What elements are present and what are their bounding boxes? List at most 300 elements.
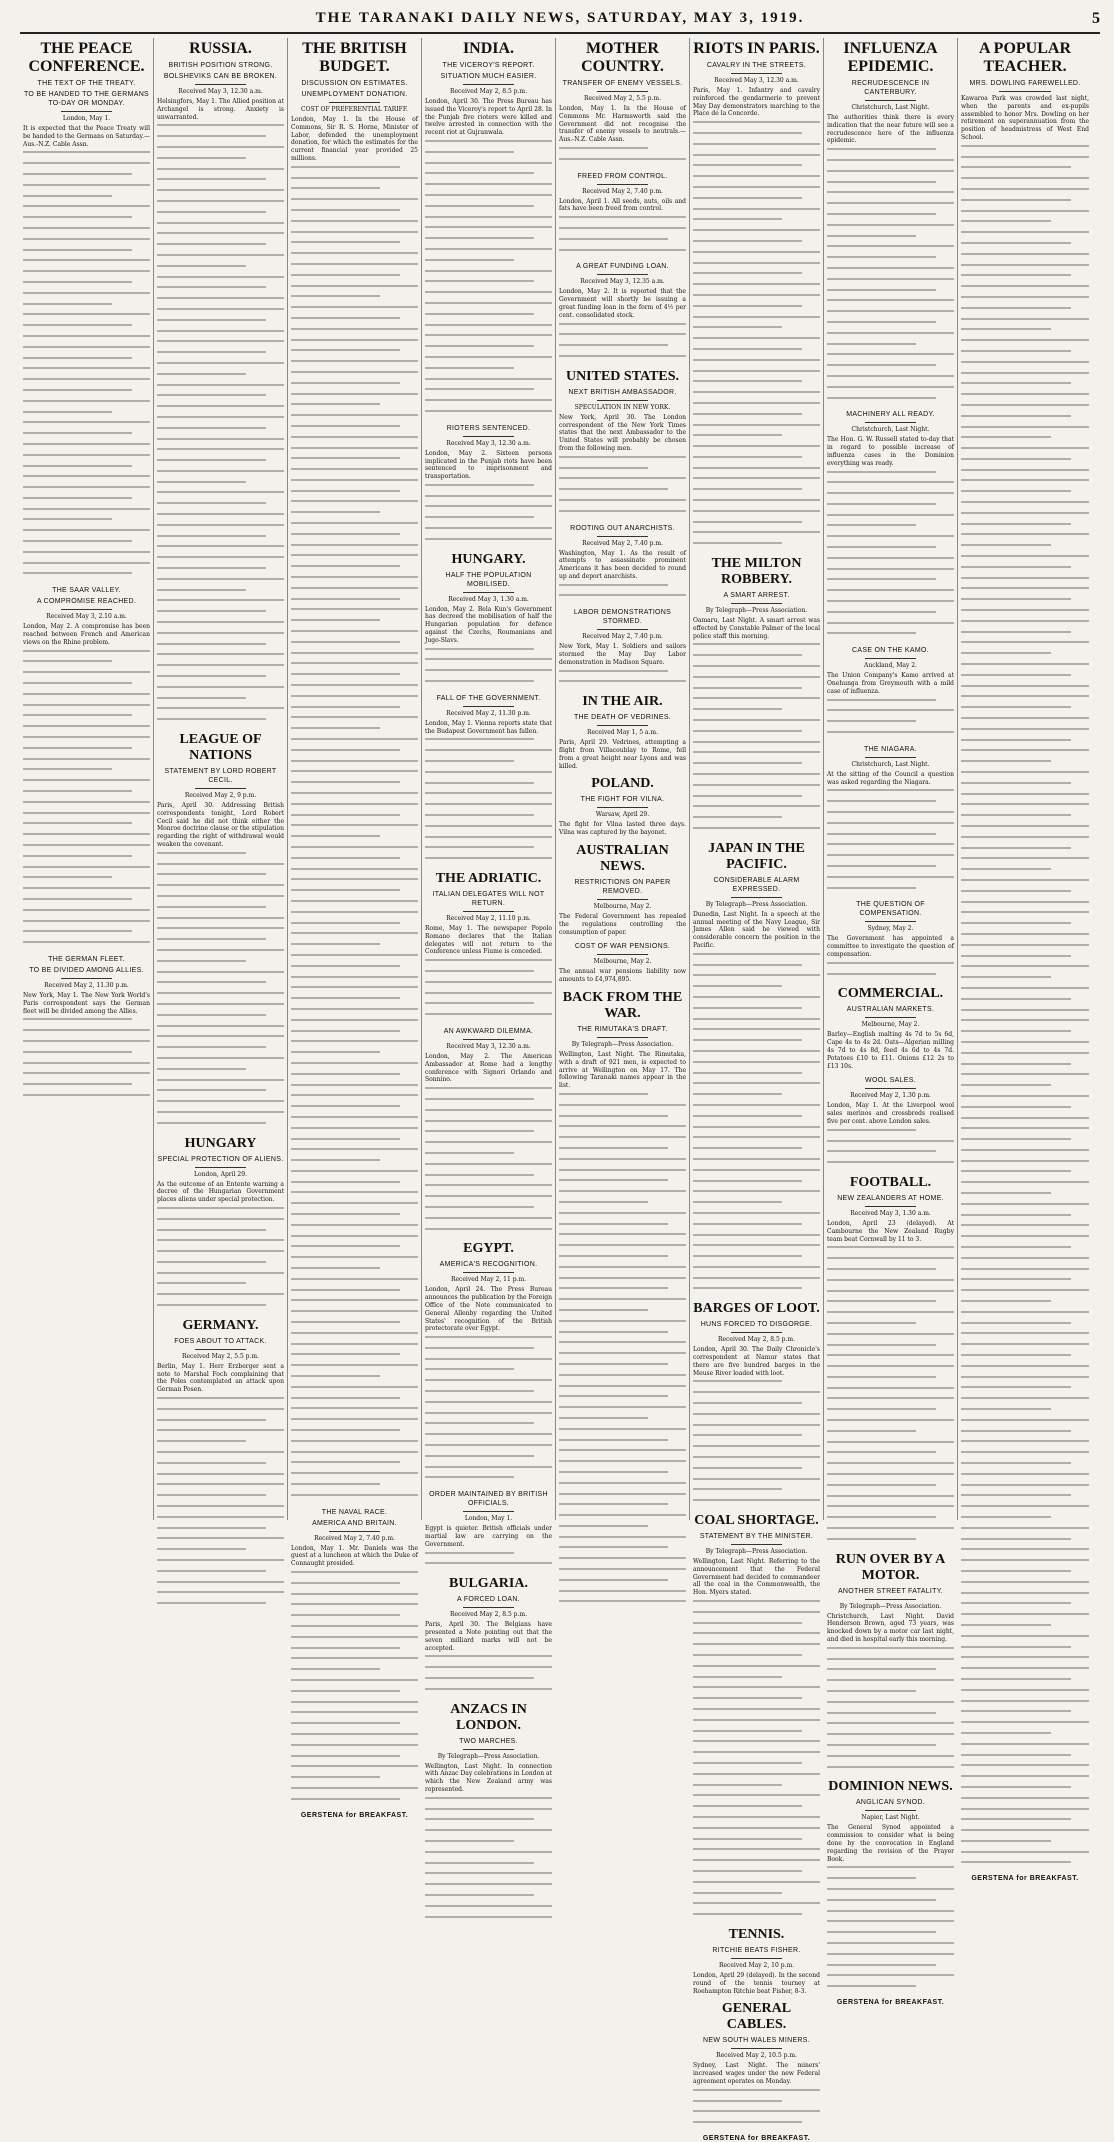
body-text-line (291, 1711, 418, 1719)
article-dateline: Warsaw, April 29. (595, 811, 650, 819)
body-text-line (157, 960, 284, 968)
article-dateline: By Telegraph—Press Association. (839, 1602, 942, 1610)
body-text-line (961, 1052, 1089, 1060)
article-subhead: CASE ON THE KAMO. (852, 647, 929, 655)
body-text-line (425, 1184, 552, 1192)
body-text-line (291, 1051, 418, 1059)
body-text-line (693, 445, 820, 453)
body-text-line (693, 1892, 820, 1900)
body-text-line (291, 252, 418, 260)
body-text-line (291, 803, 418, 811)
article-subhead: THE TEXT OF THE TREATY. (37, 80, 136, 87)
body-text-line (961, 1743, 1089, 1751)
body-text-line (291, 1636, 418, 1644)
body-text-line (157, 1057, 284, 1065)
body-text-line (291, 1278, 418, 1286)
body-text-line (291, 1116, 418, 1124)
body-text-line (961, 1516, 1089, 1524)
body-text-line (425, 367, 552, 375)
article (157, 732, 284, 1130)
body-text-line (961, 998, 1089, 1006)
body-text-line (827, 1877, 954, 1885)
body-text-line (425, 194, 552, 202)
article-deck: NEXT BRITISH AMBASSADOR. (568, 388, 677, 396)
body-text-line (291, 220, 418, 228)
article-dateline: Received May 2, 11 p.m. (450, 1276, 527, 1284)
article-deck: A FORCED LOAN. (457, 1596, 520, 1604)
article (693, 841, 820, 1295)
article-dateline: Received May 3, 1.30 a.m. (850, 1209, 931, 1217)
article-subhead: CAVALRY IN THE STREETS. (706, 62, 807, 69)
body-text-line (827, 1129, 954, 1137)
article-deck: HALF THE POPULATION MOBILISED. (445, 571, 532, 588)
body-text-line (693, 1622, 820, 1630)
section-rule (597, 91, 648, 92)
body-text-line (23, 572, 150, 580)
body-text-line (23, 876, 150, 884)
body-text-line (693, 762, 820, 770)
body-text-line (961, 1170, 1089, 1178)
article-dateline: Christchurch, Last Night. (851, 426, 930, 434)
body-text-line (693, 1234, 820, 1242)
article-headline: BULGARIA. (449, 1576, 528, 1592)
body-text-line (693, 1902, 820, 1910)
body-text-line (157, 243, 284, 251)
article-dateline: Received May 2, 11.30 p.m. (446, 709, 531, 717)
body-text-line (425, 280, 552, 288)
body-text-line (291, 1657, 418, 1665)
body-text-line (827, 202, 954, 210)
article-lead: London, May 1. Mr. Daniels was the guest at a luncheon at which the Duke of Connaught presided. (291, 1544, 418, 1568)
body-text-line (425, 1688, 552, 1696)
body-text-line (827, 1722, 954, 1730)
article-lead: It is expected that the Peace Treaty will be handed to the Germans on Saturday.—Aus.-N.Z. Cable Assn. (23, 125, 150, 148)
body-text-line (157, 1473, 284, 1481)
body-text-line (291, 1647, 418, 1655)
body-text-line (961, 1700, 1089, 1708)
body-text-line (291, 684, 418, 692)
body-text-line (693, 1287, 820, 1295)
body-text-line (559, 1341, 686, 1349)
body-text-line (559, 1395, 686, 1403)
section-rule (597, 954, 648, 955)
body-text-line (23, 303, 150, 311)
article-dateline: Christchurch, Last Night. (851, 104, 930, 111)
body-text-line (559, 249, 686, 257)
article-subhead: RIOTERS SENTENCED. (446, 424, 531, 432)
body-text-line (827, 1953, 954, 1961)
body-text-line (827, 1931, 954, 1939)
body-text-line (827, 397, 954, 405)
article-headline: RUSSIA. (189, 40, 252, 57)
body-text-line (559, 1568, 686, 1576)
body-text-line (157, 852, 284, 860)
body-text-line (693, 1266, 820, 1274)
body-text-line (961, 641, 1089, 649)
article-dateline: Melbourne, May 2. (593, 958, 652, 966)
article-dateline: Received May 3, 12.30 a.m. (446, 1042, 531, 1050)
body-text-line (157, 578, 284, 586)
body-text-line (961, 620, 1089, 628)
body-text-line (157, 438, 284, 446)
body-text-line (291, 198, 418, 206)
body-text-line (961, 501, 1089, 509)
body-text-line (559, 1233, 686, 1241)
body-text-line (291, 317, 418, 325)
body-text-line (23, 941, 150, 949)
body-text-line (961, 296, 1089, 304)
article-lead: Washington, May 1. As the result of attempts to assassinate prominent Americans it has been decided to round up and deport anarchists. (559, 549, 686, 580)
article-subhead: A GREAT FUNDING LOAN. (576, 263, 669, 271)
body-text-line (157, 895, 284, 903)
article-dateline: Received May 2, 11.30 p.m. (44, 981, 129, 989)
body-text-line (827, 962, 954, 970)
article (425, 1702, 552, 1924)
body-text-line (961, 814, 1089, 822)
body-text-line (827, 1679, 954, 1687)
body-text-line (425, 970, 552, 978)
body-text-line (961, 911, 1089, 919)
body-text-line (425, 738, 552, 746)
body-text-line (291, 447, 418, 455)
body-text-line (291, 1191, 418, 1199)
body-text-line (157, 254, 284, 262)
article-headline: LEAGUE OF NATIONS (179, 732, 262, 764)
body-text-line (291, 1461, 418, 1469)
body-text-line (157, 362, 284, 370)
body-text-line (693, 996, 820, 1004)
body-text-line (827, 1920, 954, 1928)
body-text-line (157, 1570, 284, 1578)
body-text-line (291, 565, 418, 573)
body-text-line (827, 310, 954, 318)
body-text-line (827, 973, 954, 981)
body-text-line (693, 1277, 820, 1285)
article-lead: London, May 2. Sixteen persons implicated in the Punjab riots have been sentenced to imprisonment and transportation. (425, 449, 552, 481)
body-text-line (961, 631, 1089, 639)
body-text-line (425, 1174, 552, 1182)
body-text-line (157, 1035, 284, 1043)
body-text-line (693, 795, 820, 803)
body-text-line (827, 789, 954, 797)
body-text-line (827, 224, 954, 232)
body-text-line (827, 386, 954, 394)
body-text-line (827, 1365, 954, 1373)
body-text-line (425, 538, 552, 546)
body-text-line (961, 1224, 1089, 1232)
article-dateline: Received May 1, 5 a.m. (586, 729, 659, 737)
article-subhead: BRITISH POSITION STRONG. (168, 62, 273, 69)
body-text-line (157, 459, 284, 467)
body-text-line (291, 900, 418, 908)
section-rule (865, 1088, 916, 1089)
body-text-line (23, 801, 150, 809)
article-dateline: Melbourne, May 2. (593, 903, 652, 911)
body-text-line (961, 1494, 1089, 1502)
body-text-line (961, 728, 1089, 736)
article-dateline: Received May 2, 8.5 p.m. (449, 88, 528, 95)
body-text-line (693, 1413, 820, 1421)
body-text-line (425, 981, 552, 989)
body-text-line (693, 208, 820, 216)
body-text-line (425, 1013, 552, 1021)
body-text-line (827, 1755, 954, 1763)
body-text-line (291, 738, 418, 746)
body-text-line (961, 479, 1089, 487)
body-text-line (693, 1794, 820, 1802)
section-rule (999, 91, 1050, 92)
body-text-line (559, 1212, 686, 1220)
article-lead: The Union Company's Kamo arrived at Onehunga from Greymouth with a mild case of influenza. (827, 672, 954, 695)
body-text-line (425, 205, 552, 213)
body-text-line (559, 1179, 686, 1187)
body-text-line (693, 218, 820, 226)
body-text-line (693, 316, 820, 324)
article-dateline: Received May 2, 9 p.m. (184, 792, 257, 800)
article (425, 40, 552, 418)
body-text-line (291, 1614, 418, 1622)
article-deck: AMERICA'S RECOGNITION. (439, 1261, 538, 1269)
body-text-line (291, 1733, 418, 1741)
advertisement: GERSTENA for BREAKFAST. (300, 1811, 409, 1819)
body-text-line (291, 533, 418, 541)
article-subhead: THE QUESTION OF COMPENSATION. (856, 901, 925, 918)
body-text-line (693, 1223, 820, 1231)
body-text-line (559, 1298, 686, 1306)
body-text-line (157, 610, 284, 618)
article-subhead: FREED FROM CONTROL. (577, 172, 668, 180)
body-text-line (961, 1592, 1089, 1600)
article-subhead: MACHINERY ALL READY. (846, 411, 935, 419)
body-text-line (559, 499, 686, 507)
body-text-line (961, 577, 1089, 585)
article-subhead: MRS. DOWLING FAREWELLED. (969, 80, 1081, 87)
article (559, 990, 686, 1608)
body-text-line (961, 1127, 1089, 1135)
body-text-line (827, 289, 954, 297)
body-text-line (291, 1202, 418, 1210)
article (157, 1318, 284, 1610)
body-text-line (961, 1559, 1089, 1567)
body-text-line (157, 873, 284, 881)
body-text-line (827, 699, 954, 707)
body-text-line (827, 524, 954, 532)
body-text-line (23, 833, 150, 841)
body-text-line (23, 249, 150, 257)
section-rule (731, 897, 782, 898)
body-text-line (291, 1407, 418, 1415)
body-text-line (693, 197, 820, 205)
body-text-line (693, 697, 820, 705)
body-text-line (961, 1149, 1089, 1157)
article (693, 2001, 820, 2129)
column-2 (154, 38, 288, 1520)
body-text-line (961, 1041, 1089, 1049)
body-text-line (425, 1677, 552, 1685)
body-text-line (425, 291, 552, 299)
body-text-line (157, 146, 284, 154)
body-text-line (23, 1072, 150, 1080)
body-text-line (23, 920, 150, 928)
body-text-line (291, 673, 418, 681)
body-text-line (827, 720, 954, 728)
body-text-line (961, 1009, 1089, 1017)
body-text-line (693, 1380, 820, 1388)
body-text-line (961, 1732, 1089, 1740)
body-text-line (291, 1483, 418, 1491)
article-dateline: Received May 3, 12.30 a.m. (178, 88, 263, 95)
article-headline: INDIA. (462, 40, 515, 57)
article-dateline: Received May 2, 8.5 p.m. (717, 1336, 796, 1344)
body-text-line (693, 1424, 820, 1432)
body-text-line (23, 389, 150, 397)
body-text-line (827, 1376, 954, 1384)
masthead-title: THE TARANAKI DAILY NEWS, SATURDAY, MAY 3, 1919. (315, 10, 805, 26)
section-rule (195, 1167, 246, 1168)
article-lead: London, April 30. The Daily Chronicle's correspondent at Namur states that there are five hundred barges in the Meuse River loaded with loot. (693, 1346, 820, 1377)
body-text-line (693, 1147, 820, 1155)
body-text-line (157, 1111, 284, 1119)
section-rule (463, 1511, 514, 1512)
body-text-line (559, 1439, 686, 1447)
article-subhead: WOOL SALES. (865, 1077, 916, 1085)
article-dateline: Received May 3, 12.35 a.m. (580, 278, 665, 286)
body-text-line (157, 1239, 284, 1247)
body-text-line (827, 256, 954, 264)
body-text-line (291, 1353, 418, 1361)
body-text-line (291, 792, 418, 800)
body-text-line (23, 400, 150, 408)
body-text-line (827, 1419, 954, 1427)
body-text-line (157, 394, 284, 402)
body-text-line (559, 1503, 686, 1511)
body-text-line (961, 1160, 1089, 1168)
body-text-line (291, 393, 418, 401)
article-lead: London, April 24. The Press Bureau announces the publication by the Foreign Office of the Note communicated to General Allenby regarding the United States' recognition of the British protectorate over Egypt. (425, 1286, 552, 1333)
body-text-line (425, 846, 552, 854)
body-text-line (291, 911, 418, 919)
body-text-line (425, 140, 552, 148)
body-text-line (693, 456, 820, 464)
body-text-line (23, 465, 150, 473)
body-text-line (157, 265, 284, 273)
body-text-line (291, 1798, 418, 1806)
body-text-line (291, 1310, 418, 1318)
body-text-line (291, 1213, 418, 1221)
body-text-line (961, 965, 1089, 973)
body-text-line (291, 1289, 418, 1297)
body-text-line (559, 467, 686, 475)
body-text-line (291, 598, 418, 606)
section-rule (865, 658, 916, 659)
body-text-line (827, 1161, 954, 1169)
body-text-line (425, 1851, 552, 1859)
body-text-line (23, 281, 150, 289)
body-text-line (157, 1282, 284, 1290)
body-text-line (425, 771, 552, 779)
body-text-line (291, 414, 418, 422)
body-text-line (291, 922, 418, 930)
body-text-line (827, 1910, 954, 1918)
body-text-line (559, 1557, 686, 1565)
body-text-line (425, 1466, 552, 1474)
body-text-line (559, 1514, 686, 1522)
body-text-line (693, 1600, 820, 1608)
body-text-line (559, 1352, 686, 1360)
article-subhead: THE SAAR VALLEY. (52, 587, 121, 595)
body-text-line (559, 1579, 686, 1587)
body-text-line (693, 1740, 820, 1748)
body-text-line (693, 132, 820, 140)
body-text-line (23, 714, 150, 722)
section-rule (865, 921, 916, 922)
body-text-line (23, 844, 150, 852)
body-text-line (157, 340, 284, 348)
body-text-line (157, 1483, 284, 1491)
body-text-line (961, 1397, 1089, 1405)
body-text-line (291, 1321, 418, 1329)
body-text-line (827, 1279, 954, 1287)
body-text-line (827, 709, 954, 717)
body-text-line (693, 229, 820, 237)
body-text-line (291, 814, 418, 822)
body-text-line (291, 339, 418, 347)
article-dateline: Received May 2, 5.5 p.m. (181, 1352, 260, 1360)
body-text-line (157, 863, 284, 871)
body-text-line (693, 283, 820, 291)
body-text-line (961, 1851, 1089, 1859)
body-text-line (157, 1250, 284, 1258)
body-text-line (425, 1883, 552, 1891)
body-text-line (425, 1666, 552, 1674)
body-text-line (827, 321, 954, 329)
body-text-line (157, 427, 284, 435)
section-rule (731, 1544, 782, 1545)
body-text-line (827, 181, 954, 189)
body-text-line (961, 1084, 1089, 1092)
body-text-line (291, 1138, 418, 1146)
columns (20, 38, 1100, 2142)
body-text-line (291, 1494, 418, 1502)
article-lead: Wellington, Last Night. Referring to the announcement that the Federal Government had decided to commandeer all the coal in the Commonwealth, the Hon. Myers stated. (693, 1558, 820, 1597)
body-text-line (693, 1434, 820, 1442)
body-text-line (827, 1473, 954, 1481)
article-dateline: London, April 29. (194, 1170, 247, 1178)
body-text-line (559, 1223, 686, 1231)
article-dateline: Received May 2, 8.5 p.m. (449, 1611, 528, 1619)
body-text-line (559, 1536, 686, 1544)
body-text-line (23, 238, 150, 246)
article (827, 1552, 954, 1774)
body-text-line (157, 1451, 284, 1459)
body-text-line (157, 330, 284, 338)
body-text-line (693, 1018, 820, 1026)
article-dateline: Received May 2, 10.5 p.m. (716, 2052, 797, 2060)
body-text-line (291, 1364, 418, 1372)
body-text-line (291, 1679, 418, 1687)
body-text-line (425, 1829, 552, 1837)
article-dateline: Received May 2, 11.10 p.m. (446, 915, 531, 922)
body-text-line (157, 545, 284, 553)
body-text-line (693, 730, 820, 738)
body-text-line (23, 367, 150, 375)
body-text-line (291, 868, 418, 876)
body-text-line (425, 1818, 552, 1826)
body-text-line (291, 695, 418, 703)
body-text-line (693, 337, 820, 345)
body-text-line (157, 1025, 284, 1033)
body-text-line (23, 421, 150, 429)
